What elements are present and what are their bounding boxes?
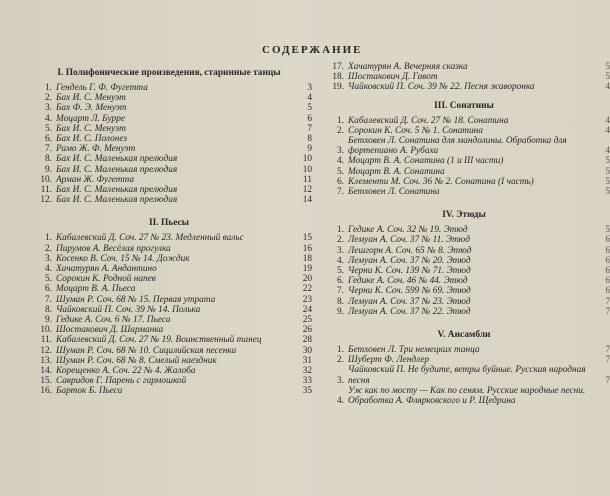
toc-entry-page: 16 <box>302 243 312 254</box>
toc-entry <box>26 93 312 103</box>
toc-entry-number: 19. <box>332 82 344 93</box>
toc-entry <box>318 156 610 166</box>
toc-entry-title: Шуберт Ф. Лендлер <box>348 355 430 366</box>
toc-entry-number: 5. <box>45 123 52 134</box>
toc-entry-number: 3. <box>337 245 344 256</box>
toc-entry-number: 3. <box>45 103 52 114</box>
toc-entry <box>26 305 312 315</box>
toc-entry <box>26 185 312 195</box>
toc-entry <box>26 233 312 243</box>
toc-entry-title: Шуман Р. Соч. 68 № 8. Смелый наездник <box>56 355 217 366</box>
toc-entry-page: 18 <box>302 253 312 264</box>
toc-entry-page: 23 <box>302 294 312 305</box>
toc-entry-number: 1. <box>337 115 344 126</box>
section-heading: V. Ансамбли <box>437 330 491 341</box>
toc-entry-title: Кабалевский Д. Соч. 27 № 19. Воинственный танец <box>56 335 262 346</box>
toc-entry-number: 9. <box>45 315 52 326</box>
toc-entry-page: 7 <box>307 123 312 134</box>
toc-entry <box>318 365 610 385</box>
toc-entry <box>318 297 610 307</box>
toc-entry-page: 22 <box>302 284 312 295</box>
toc-entry-title: Сорокин К. Соч. 5 № 1. Сонатина <box>348 125 483 136</box>
section-list <box>318 345 610 406</box>
toc-entry-number: 9. <box>45 164 52 175</box>
section-heading: II. Пьесы <box>149 218 189 229</box>
toc-entry-number: 10. <box>40 174 52 185</box>
toc-entry <box>318 386 610 406</box>
toc-entry-number: 7. <box>337 286 344 297</box>
toc-entry-page: 6 <box>605 235 610 246</box>
toc-entry-title: Рамо Ж. Ф. Менуэт <box>56 144 136 155</box>
toc-entry-page: 5 <box>605 72 610 83</box>
toc-entry <box>318 82 610 92</box>
toc-entry-number: 2. <box>337 235 344 246</box>
toc-entry <box>318 72 610 82</box>
toc-entry-page: 5 <box>307 103 312 114</box>
toc-entry-title: Бах Ф. Э. Менуэт <box>56 103 127 114</box>
toc-entry <box>26 244 312 254</box>
toc-entry-page: 5 <box>605 176 610 187</box>
toc-entry-title: Хачатурян А. Вечерняя сказка <box>348 62 468 72</box>
toc-entry-page: 4 <box>307 93 312 104</box>
toc-entry-title: Корещенко А. Соч. 22 № 4. Жалоба <box>56 366 196 377</box>
toc-entry <box>26 264 312 274</box>
toc-entry-page: 5 <box>605 166 610 177</box>
toc-entry <box>318 126 610 136</box>
toc-entry <box>26 376 312 386</box>
toc-entry-number: 17. <box>332 62 344 72</box>
left-column <box>26 68 312 397</box>
toc-entry-title: Моцарт Л. Бурре <box>56 113 125 124</box>
toc-entry <box>26 175 312 185</box>
toc-entry-page: 4 <box>605 82 610 93</box>
toc-entry-title: Бах И. С. Маленькая прелюдия <box>56 195 178 206</box>
toc-entry-title: Черни К. Соч. 139 № 71. Этюд <box>348 266 471 277</box>
toc-entry-title: Моцарт В. А. Сонатина (1 и III части) <box>348 156 504 167</box>
toc-entry-number: 11. <box>40 335 52 346</box>
toc-entry-page: 32 <box>302 366 312 377</box>
toc-entry <box>318 235 610 245</box>
toc-entry <box>26 195 312 205</box>
toc-entry-page: 6 <box>605 286 610 297</box>
toc-entry <box>318 307 610 317</box>
toc-entry <box>318 167 610 177</box>
section-list <box>318 225 610 317</box>
toc-entry-number: 4. <box>337 156 344 167</box>
toc-entry-title: Лемуан А. Соч. 37 № 22. Этюд <box>348 306 471 317</box>
toc-entry-title: Гедике А. Соч. 32 № 19. Этюд <box>348 225 468 236</box>
toc-entry-number: 1. <box>45 83 52 93</box>
toc-entry-page: 6 <box>605 276 610 287</box>
toc-entry-title: Савридов Г. Парень с гармошкой <box>56 376 187 387</box>
toc-entry-title: Кабалевский Д. Соч. 27 № 23. Медленный вальс <box>56 233 244 244</box>
toc-entry-number: 2. <box>337 355 344 366</box>
toc-entry-number: 13. <box>40 355 52 366</box>
section-heading: I. Полифонические произведения, старинные танцы <box>57 68 281 78</box>
toc-entry-page: 6 <box>605 255 610 266</box>
toc-entry-title: Бах И. С. Менуэт <box>56 123 126 134</box>
toc-entry-page: 5 <box>605 62 610 72</box>
toc-entry-page: 7 <box>605 355 610 366</box>
toc-entry-title: Лемуан А. Соч. 37 № 20. Этюд <box>348 255 471 266</box>
toc-entry-title: Моцарт В. А. Пьеса <box>56 284 136 295</box>
section-list <box>26 83 312 205</box>
toc-entry-title: Чайковский П. Соч. 39 № 22. Песня жаворонка <box>348 82 535 93</box>
toc-entry-number: 7. <box>45 294 52 305</box>
toc-entry-page: 20 <box>302 274 312 285</box>
toc-entry <box>26 346 312 356</box>
toc-entry-title: Лемуан А. Соч. 37 № 23. Этюд <box>348 296 471 307</box>
toc-entry-title: Гендель Г. Ф. Фугетта <box>56 83 148 93</box>
section-list <box>318 116 610 198</box>
toc-entry-number: 1. <box>45 233 52 244</box>
right-column <box>318 62 610 406</box>
toc-entry-number: 4. <box>45 264 52 275</box>
page-title: СОДЕРЖАНИЕ <box>262 44 363 56</box>
toc-entry-number: 9. <box>337 306 344 317</box>
toc-entry <box>318 177 610 187</box>
toc-entry-title: Бах И. С. Маленькая прелюдия <box>56 164 178 175</box>
toc-entry-page: 8 <box>307 134 312 145</box>
toc-entry <box>26 254 312 264</box>
toc-entry <box>26 366 312 376</box>
toc-entry <box>26 154 312 164</box>
toc-entry-title: Кабалевский Д. Соч. 27 № 18. Сонатина <box>348 115 509 126</box>
toc-entry <box>318 62 610 72</box>
toc-entry <box>26 386 312 396</box>
toc-entry <box>26 83 312 93</box>
toc-entry-page: 19 <box>302 264 312 275</box>
toc-entry-number: 5. <box>337 166 344 177</box>
toc-entry-page: 35 <box>302 386 312 397</box>
toc-entry-title: Бах И. С. Полонез <box>56 134 127 145</box>
toc-entry-number: 2. <box>337 125 344 136</box>
section-list <box>26 233 312 396</box>
toc-entry-title: Бетховен Л. Сонатина <box>348 187 440 198</box>
toc-entry-number: 2. <box>45 93 52 104</box>
toc-entry-number: 8. <box>45 304 52 315</box>
toc-entry-number: 7. <box>45 144 52 155</box>
toc-entry <box>318 187 610 197</box>
toc-entry-page: 5 <box>605 187 610 198</box>
toc-entry-title: Шуман Р. Соч. 68 № 15. Первая утрата <box>56 294 216 305</box>
toc-entry-title: Шуман Р. Соч. 68 № 10. Сицилийская песенка <box>56 345 237 356</box>
toc-entry <box>26 144 312 154</box>
toc-entry <box>318 116 610 126</box>
toc-entry-title: Чайковский П. Соч. 39 № 14. Полька <box>56 304 201 315</box>
toc-entry-number: 3. <box>337 375 344 386</box>
toc-entry <box>318 225 610 235</box>
toc-entry-title: Шостакович Д. Шарманка <box>56 325 164 336</box>
toc-entry <box>318 286 610 296</box>
toc-entry-title: Бах И. С. Маленькая прелюдия <box>56 154 178 165</box>
toc-entry-title: Шостакович Д. Гавот <box>348 72 438 83</box>
toc-entry-page: 10 <box>302 154 312 165</box>
toc-entry-page: 33 <box>302 376 312 387</box>
toc-entry-number: 10. <box>40 325 52 336</box>
toc-entry-page: 14 <box>302 195 312 206</box>
toc-entry <box>318 345 610 355</box>
toc-entry-page: 31 <box>302 355 312 366</box>
toc-entry-title: Чайковский П. Не будите, ветры буйные. Русская народная песня <box>348 365 586 386</box>
toc-entry <box>318 276 610 286</box>
toc-entry-title: Лешгорн А. Соч. 65 № 8. Этюд <box>348 245 472 256</box>
toc-entry-number: 6. <box>337 176 344 187</box>
toc-entry-page: 6 <box>605 266 610 277</box>
toc-entry <box>318 136 610 156</box>
toc-entry-page: 28 <box>302 335 312 346</box>
toc-entry-title: Бетховен Л. Три немецких танца <box>348 345 480 356</box>
toc-entry-title: Хачатурян А. Андантино <box>56 264 157 275</box>
toc-entry-number: 5. <box>337 266 344 277</box>
toc-entry-title: Бах И. С. Маленькая прелюдия <box>56 185 178 196</box>
toc-entry-number: 15. <box>40 376 52 387</box>
toc-entry-title: Гедике А. Соч. 46 № 44. Этюд <box>348 276 468 287</box>
toc-entry <box>318 246 610 256</box>
section-heading: IV. Этюды <box>442 210 486 221</box>
toc-entry-number: 1. <box>337 225 344 236</box>
toc-entry-page: 7 <box>605 375 610 386</box>
toc-entry <box>26 165 312 175</box>
toc-entry-number: 4. <box>45 113 52 124</box>
toc-entry <box>26 315 312 325</box>
toc-entry-number: 12. <box>40 345 52 356</box>
toc-entry-page: 26 <box>302 325 312 336</box>
toc-entry-page: 7 <box>605 296 610 307</box>
toc-entry-page: 4 <box>605 125 610 136</box>
toc-entry-title: Косенко В. Соч. 15 № 14. Дождик <box>56 253 190 264</box>
toc-entry-page: 25 <box>302 315 312 326</box>
toc-entry-page: 6 <box>605 245 610 256</box>
toc-entry-page: 12 <box>302 185 312 196</box>
toc-entry-page: 10 <box>302 164 312 175</box>
toc-entry <box>26 356 312 366</box>
toc-entry <box>26 103 312 113</box>
toc-entry-page: 4 <box>605 146 610 157</box>
toc-entry-title: Арман Ж. Фугетта <box>56 174 134 185</box>
toc-entry-number: 3. <box>337 146 344 157</box>
toc-entry-number: 2. <box>45 243 52 254</box>
toc-entry-page: 15 <box>302 233 312 244</box>
toc-entry-number: 6. <box>45 134 52 145</box>
toc-entry-page: 24 <box>302 304 312 315</box>
toc-entry-page: 3 <box>307 83 312 93</box>
toc-entry <box>318 256 610 266</box>
toc-entry <box>26 325 312 335</box>
toc-entry-page: 7 <box>605 345 610 356</box>
toc-entry-page: 30 <box>302 345 312 356</box>
toc-entry-number: 4. <box>337 396 344 407</box>
toc-entry-page: 11 <box>303 174 312 185</box>
toc-entry-number: 16. <box>40 386 52 397</box>
toc-entry <box>26 124 312 134</box>
toc-entry <box>318 355 610 365</box>
toc-entry-number: 6. <box>45 284 52 295</box>
toc-entry-title: Пирумов А. Весёлая прогулка <box>56 243 171 254</box>
toc-entry-number: 6. <box>337 276 344 287</box>
toc-entry <box>318 266 610 276</box>
toc-entry-number: 11. <box>40 185 52 196</box>
toc-entry-page: 7 <box>605 306 610 317</box>
toc-entry <box>26 274 312 284</box>
toc-entry-number: 3. <box>45 253 52 264</box>
toc-entry-title: Бетховен Л. Сонатина для мандолины. Обработка для фортепиано А. Рубаха <box>348 136 567 157</box>
toc-entry-number: 18. <box>332 72 344 83</box>
toc-entry-title: Черни К. Соч. 599 № 69. Этюд <box>348 286 471 297</box>
toc-entry-number: 7. <box>337 187 344 198</box>
toc-entry-number: 4. <box>337 255 344 266</box>
toc-entry <box>26 284 312 294</box>
toc-entry-number: 8. <box>337 296 344 307</box>
toc-entry-number: 12. <box>40 195 52 206</box>
toc-entry-page: 5 <box>605 156 610 167</box>
toc-entry-title: Бах И. С. Менуэт <box>56 93 126 104</box>
toc-entry <box>26 114 312 124</box>
toc-entry-number: 5. <box>45 274 52 285</box>
toc-entry <box>26 335 312 345</box>
toc-entry-title: Лемуан А. Соч. 37 № 11. Этюд <box>348 235 470 246</box>
toc-entry-page: 9 <box>307 144 312 155</box>
toc-entry-title: Сорокин К. Родной напев <box>56 274 156 285</box>
toc-entry-title: Барток Б. Пьеса <box>56 386 123 397</box>
toc-entry <box>26 295 312 305</box>
toc-entry-page: 6 <box>307 113 312 124</box>
toc-entry-number: 1. <box>337 345 344 356</box>
toc-entry-page: 4 <box>605 115 610 126</box>
section-list <box>318 62 610 93</box>
toc-entry-title: Уж как по мосту — Как по сеням. Русские народные песни. Обработка А. Флярковского и Р. Щедрина <box>348 385 586 407</box>
toc-entry-title: Гедике А. Соч. 6 № 17. Пьеса <box>56 315 171 326</box>
toc-entry-title: Клементи М. Соч. 36 № 2. Сонатина (I часть) <box>348 176 534 187</box>
toc-entry-number: 8. <box>45 154 52 165</box>
toc-entry-page: 5 <box>605 225 610 236</box>
toc-entry <box>26 134 312 144</box>
section-heading: III. Сонатины <box>434 100 494 111</box>
toc-entry-number: 14. <box>40 366 52 377</box>
toc-entry-title: Моцарт В. А. Сонатина <box>348 166 445 177</box>
